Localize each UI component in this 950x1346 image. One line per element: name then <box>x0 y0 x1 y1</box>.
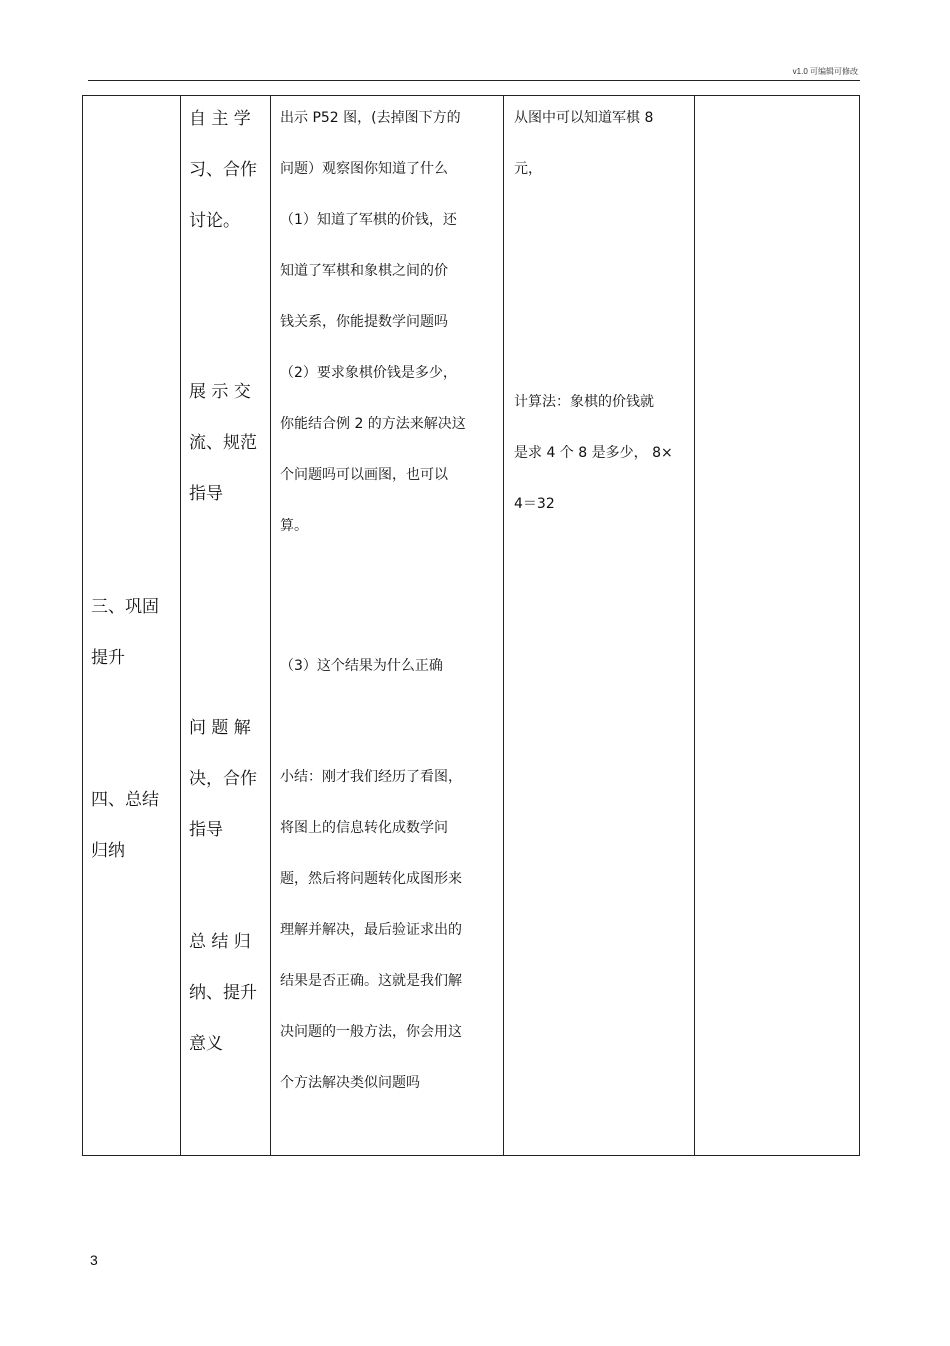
method-block-summary <box>189 917 257 1070</box>
teacher-line: 将图上的信息转化成数学问 <box>280 820 448 836</box>
teacher-line: 钱关系，你能提数学问题吗 <box>280 314 448 330</box>
page-number: 3 <box>90 1252 98 1268</box>
student-line: 4＝32 <box>514 496 555 512</box>
method-line: 意义 <box>189 1034 223 1054</box>
method-line: 指导 <box>189 484 223 504</box>
method-line: 讨论。 <box>189 211 240 231</box>
teacher-line: （3）这个结果为什么正确 <box>280 658 443 674</box>
teacher-line: 算。 <box>280 518 308 534</box>
method-line: 指导 <box>189 820 223 840</box>
method-block-problem-solving <box>189 703 257 856</box>
teacher-block-summary <box>280 752 462 1109</box>
header-rule <box>88 80 860 81</box>
stage-line: 三、巩固 <box>91 597 159 617</box>
version-tag: v1.0 可编辑可修改 <box>792 67 858 76</box>
teacher-line: 题，然后将问题转化成图形来 <box>280 871 462 887</box>
stage-line: 四、总结 <box>91 790 159 810</box>
column-divider <box>503 96 504 1155</box>
teacher-line: 小结：刚才我们经历了看图， <box>280 769 462 785</box>
method-line: 展 示 交 <box>189 382 251 402</box>
method-block-presentation <box>189 367 257 520</box>
teacher-line: 你能结合例 2 的方法来解决这 <box>280 416 466 432</box>
stage-block-summarize <box>91 775 159 877</box>
column-divider <box>180 96 181 1155</box>
stage-line: 归纳 <box>91 841 125 861</box>
teacher-line: 结果是否正确。这就是我们解 <box>280 973 462 989</box>
method-line: 纳、提升 <box>189 983 257 1003</box>
teacher-line: （2）要求象棋价钱是多少， <box>280 365 457 381</box>
student-line: 元， <box>514 161 542 177</box>
student-line: 是求 4 个 8 是多少， 8× <box>514 445 673 461</box>
teacher-line: 问题）观察图你知道了什么 <box>280 161 448 177</box>
method-line: 决，合作 <box>189 769 257 789</box>
method-block-self-study <box>189 94 257 247</box>
student-block-calculate <box>514 377 673 530</box>
stage-block-consolidate <box>91 582 159 684</box>
teacher-line: 出示 P52 图，(去掉图下方的 <box>280 110 461 126</box>
method-line: 问 题 解 <box>189 718 251 738</box>
method-line: 总 结 归 <box>189 932 251 952</box>
teacher-block-verify <box>280 641 443 692</box>
method-line: 自 主 学 <box>189 109 251 129</box>
method-line: 习、合作 <box>189 160 257 180</box>
stage-line: 提升 <box>91 648 125 668</box>
student-line: 从图中可以知道军棋 8 <box>514 110 654 126</box>
teacher-block-intro <box>280 93 466 552</box>
teacher-line: （1）知道了军棋的价钱，还 <box>280 212 457 228</box>
method-line: 流、规范 <box>189 433 257 453</box>
column-divider <box>694 96 695 1155</box>
teacher-line: 知道了军棋和象棋之间的价 <box>280 263 448 279</box>
teacher-line: 决问题的一般方法，你会用这 <box>280 1024 462 1040</box>
column-divider <box>270 96 271 1155</box>
teacher-line: 个方法解决类似问题吗 <box>280 1075 420 1091</box>
student-line: 计算法：象棋的价钱就 <box>514 394 654 410</box>
teacher-line: 个问题吗可以画图，也可以 <box>280 467 448 483</box>
teacher-line: 理解并解决，最后验证求出的 <box>280 922 462 938</box>
student-block-observe <box>514 93 653 195</box>
lesson-table <box>82 95 860 1156</box>
